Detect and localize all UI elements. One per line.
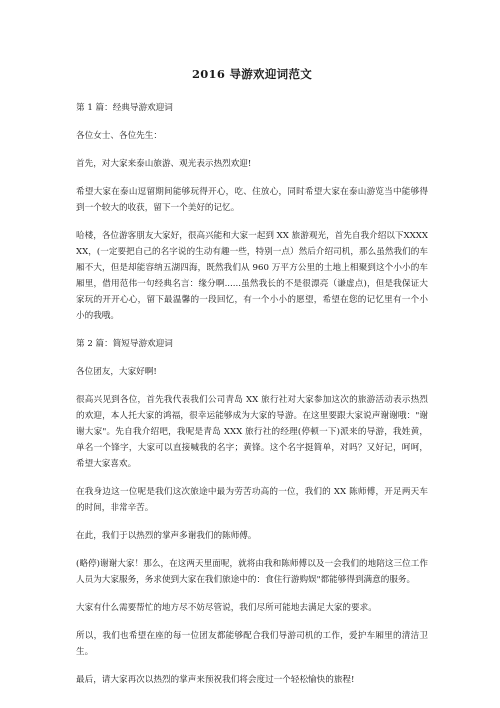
document-title: 2016 导游欢迎词范文 bbox=[191, 67, 313, 81]
paragraph: 在我身边这一位呢是我们这次旅途中最为劳苦功高的一位，我们的 XX 陈师傅，开足两天车的时间，非常辛苦。 bbox=[76, 487, 428, 513]
paragraph: 很高兴见到各位，首先我代表我们公司青岛 XX 旅行社对大家参加这次的旅游活动表示热烈的欢迎，本人托大家的鸿福，很幸运能够成为大家的导游。在这里要跟大家说声谢谢哦："谢谢大家"。先自我介绍吧，我呢是青岛 XXX 旅行社的经理(停顿一下)派来的导游，我姓黄，单名一个锋字，大家可以直接喊我的名字；黄锋。这个名字挺简单，对吗？又好记，呵呵，希望大家喜欢。 bbox=[76, 395, 428, 469]
paragraph: 首先，对大家来泰山旅游、观光表示热烈欢迎! bbox=[76, 159, 252, 169]
section-2 bbox=[76, 336, 428, 688]
section-heading: 第 1 篇：经典导游欢迎词 bbox=[76, 103, 173, 113]
paragraph: 哈楼，各位游客朋友大家好，很高兴能和大家一起到 XX 旅游观光，首先自我介绍以下XXXXXX，(一定要把自己的名字说的生动有趣一些，特别一点）然后介绍司机，那么虽然我们的车厢不大，但是却能容纳五湖四海，既然我们从 960 万平方公里的土地上相聚到这个小小的车厢里，借用范伟一句经典名言：缘分啊......虽然我长的不是很漂亮（谦虚点)，但是我保证大家玩的开开心心，留下最温馨的一段回忆，有一个小小的愿望，希望在您的记忆里有一个小小的我哦。 bbox=[76, 231, 428, 321]
paragraph: 在此，我们于以热烈的掌声多谢我们的陈师傅。 bbox=[76, 531, 257, 541]
section-heading: 第 2 篇：简短导游欢迎词 bbox=[76, 339, 173, 349]
paragraph: 各位团友，大家好啊! bbox=[76, 367, 157, 377]
paragraph: 希望大家在泰山逗留期间能够玩得开心，吃、住放心，同时希望大家在泰山游览当中能够得到一个较大的收获，留下一个美好的记忆。 bbox=[76, 187, 428, 213]
paragraph: 最后，请大家再次以热烈的掌声来预祝我们将会度过一个轻松愉快的旅程! bbox=[76, 675, 355, 685]
paragraph: 各位女士、各位先生： bbox=[76, 131, 162, 141]
section-1 bbox=[76, 100, 428, 324]
paragraph: 所以，我们也希望在座的每一位团友都能够配合我们导游司机的工作，爱护车厢里的清洁卫生。 bbox=[76, 631, 428, 657]
paragraph: (略停)谢谢大家！那么，在这两天里面呢，就将由我和陈师傅以及一会我们的地陪这三位工作人员为大家服务，务求使到大家在我们旅途中的：食住行游购娱"都能够得到满意的服务。 bbox=[76, 559, 428, 585]
paragraph: 大家有什么需要帮忙的地方尽不妨尽管说，我们尽所可能地去满足大家的要求。 bbox=[76, 603, 377, 613]
